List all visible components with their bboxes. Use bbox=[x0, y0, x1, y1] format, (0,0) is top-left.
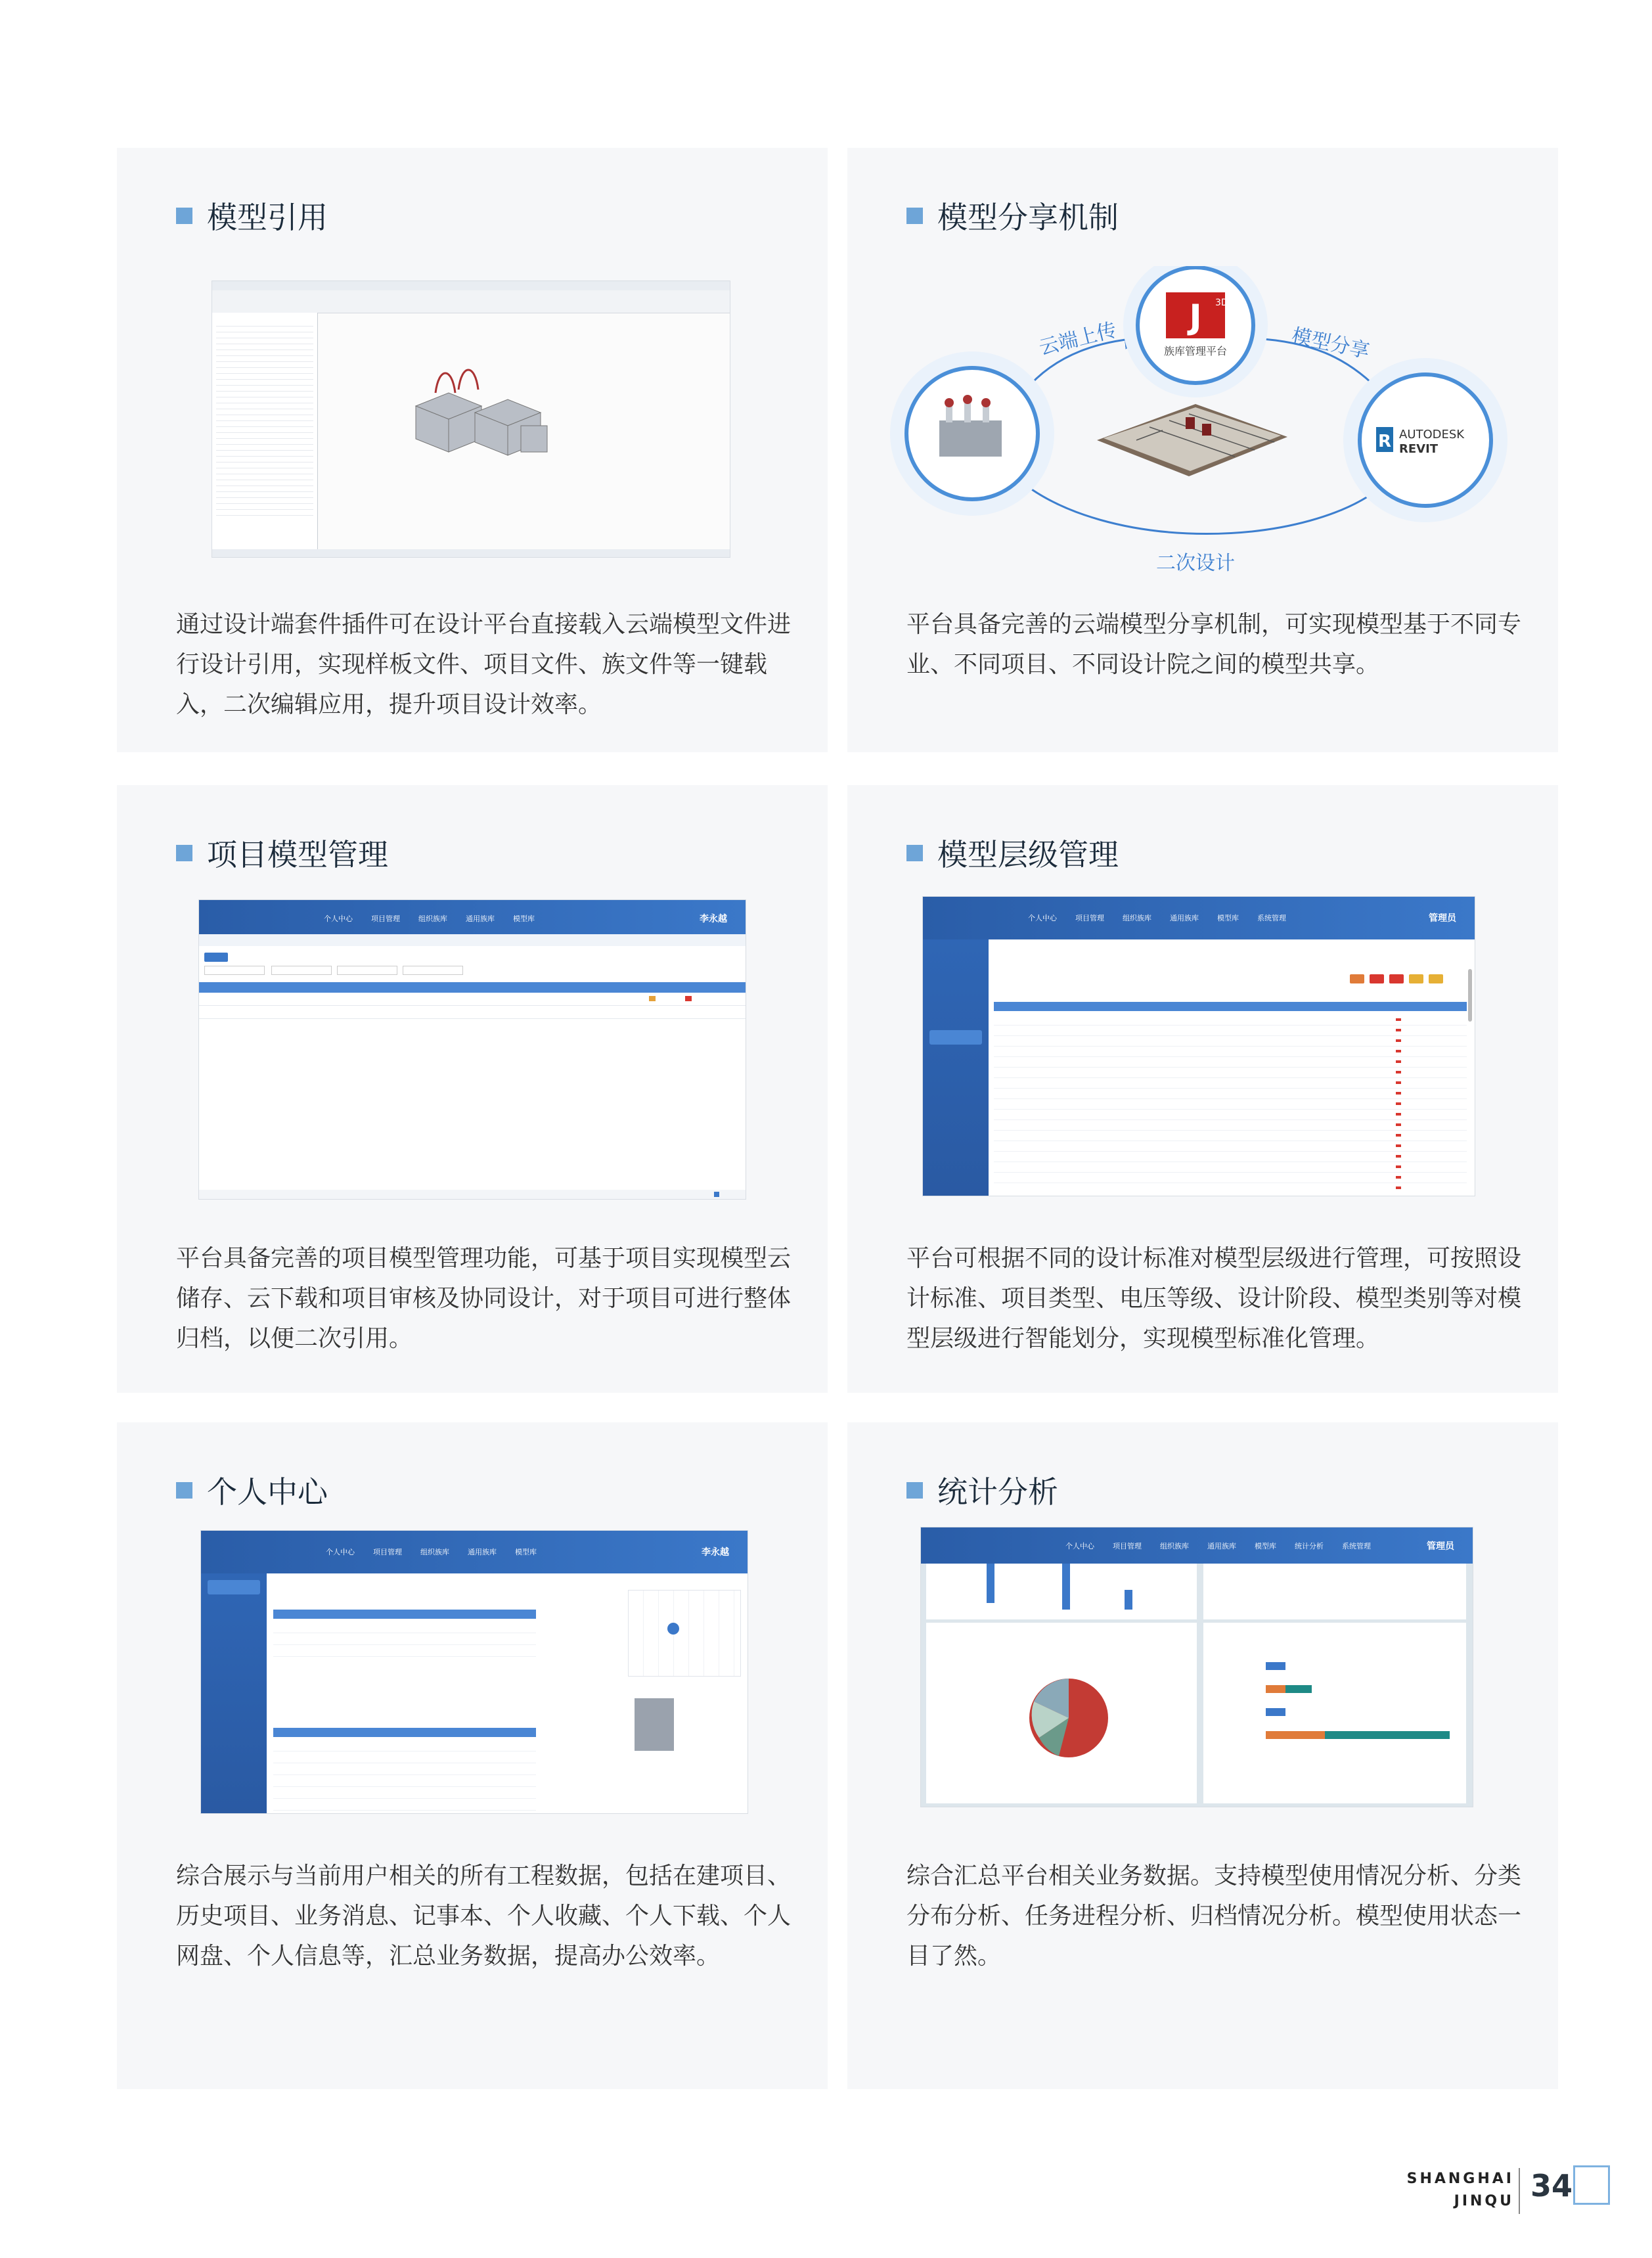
project-management-screenshot: 个人中心 项目管理 组织族库 通用族库 模型库 李永越 bbox=[199, 900, 746, 1199]
bullet-square bbox=[906, 845, 923, 861]
card-project-model-management bbox=[117, 785, 828, 1393]
section-title-text: 项目模型管理 bbox=[207, 837, 388, 872]
section-title bbox=[176, 831, 388, 874]
section-description: 通过设计端套件插件可在设计平台直接载入云端模型文件进行设计引用，实现样板文件、项目文件、族文件等一键载入，二次编辑应用，提升项目设计效率。 bbox=[176, 611, 792, 718]
bullet-square bbox=[176, 208, 192, 224]
revit-label: REVIT bbox=[1399, 442, 1439, 456]
user-name: 李永越 bbox=[700, 914, 727, 924]
bullet-square bbox=[176, 1482, 192, 1499]
section-title bbox=[906, 1468, 1058, 1512]
statistics-screenshot: 个人中心 项目管理 组织族库 通用族库 模型库 统计分析 系统管理 管理员 bbox=[921, 1527, 1473, 1807]
revit-screenshot bbox=[212, 281, 730, 557]
autodesk-label: AUTODESK bbox=[1399, 428, 1465, 441]
user-name: 管理员 bbox=[1427, 1541, 1454, 1552]
card-model-sharing bbox=[847, 148, 1558, 752]
center-logo-caption: 族库管理平台 bbox=[1163, 345, 1228, 357]
footer-line2: JINQU bbox=[1454, 2193, 1514, 2209]
library-platform-logo bbox=[1166, 292, 1228, 338]
user-name: 李永越 bbox=[702, 1547, 729, 1558]
redesign-label: 二次设计 bbox=[1156, 552, 1235, 575]
personal-center-screenshot: 个人中心 项目管理 组织族库 通用族库 模型库 李永越 bbox=[201, 1531, 748, 1813]
section-description: 平台具备完善的项目模型管理功能，可基于项目实现模型云储存、云下载和项目审核及协同设计，对于项目可进行整体归档，以便二次引用。 bbox=[176, 1245, 792, 1352]
substation-plan-model bbox=[1097, 404, 1287, 476]
page-decor-square bbox=[1573, 2165, 1610, 2205]
revit-logo bbox=[1376, 427, 1393, 452]
user-name: 管理员 bbox=[1429, 913, 1456, 924]
pie-chart bbox=[1026, 1675, 1111, 1761]
card-personal-center bbox=[117, 1422, 828, 2089]
svg-text:J: J bbox=[1189, 298, 1202, 337]
substation-3d-model bbox=[403, 353, 573, 465]
section-title-text: 模型引用 bbox=[207, 200, 328, 235]
section-title-text: 模型分享机制 bbox=[937, 200, 1119, 235]
section-description: 综合展示与当前用户相关的所有工程数据，包括在建项目、历史项目、业务消息、记事本、个人收藏、个人下载、个人网盘、个人信息等，汇总业务数据，提高办公效率。 bbox=[176, 1863, 792, 1970]
section-title-text: 个人中心 bbox=[207, 1474, 328, 1510]
section-description: 综合汇总平台相关业务数据。支持模型使用情况分析、分类分布分析、任务进程分析、归档情况分析。模型使用状态一目了然。 bbox=[906, 1863, 1522, 1970]
share-label: 模型分享 bbox=[1289, 324, 1372, 363]
svg-text:R: R bbox=[1377, 432, 1392, 451]
page-number: 34 bbox=[1530, 2168, 1573, 2203]
footer-line1: SHANGHAI bbox=[1406, 2171, 1514, 2187]
section-title bbox=[176, 1468, 328, 1512]
section-title-text: 模型层级管理 bbox=[937, 837, 1119, 872]
section-title-text: 统计分析 bbox=[937, 1474, 1058, 1510]
bullet-square bbox=[906, 1482, 923, 1499]
footer-divider bbox=[1519, 2168, 1520, 2214]
bullet-square bbox=[906, 208, 923, 224]
section-title bbox=[906, 831, 1119, 874]
sharing-cycle-diagram bbox=[887, 266, 1517, 581]
card-model-reference bbox=[117, 148, 828, 752]
section-description: 平台具备完善的云端模型分享机制，可实现模型基于不同专业、不同项目、不同设计院之间的模型共享。 bbox=[906, 611, 1522, 678]
hierarchy-screenshot: 个人中心 项目管理 组织族库 通用族库 模型库 系统管理 管理员 bbox=[923, 897, 1475, 1196]
bullet-square bbox=[176, 845, 192, 861]
section-description: 平台可根据不同的设计标准对模型层级进行管理，可按照设计标准、项目类型、电压等级、设计阶段、模型类别等对模型层级进行智能划分，实现模型标准化管理。 bbox=[906, 1245, 1522, 1352]
card-model-hierarchy bbox=[847, 785, 1558, 1393]
section-title bbox=[176, 194, 328, 237]
card-statistics bbox=[847, 1422, 1558, 2089]
svg-text:3D: 3D bbox=[1215, 298, 1228, 308]
footer-brand bbox=[1407, 2168, 1514, 2213]
upload-label: 云端上传 bbox=[1037, 318, 1119, 360]
section-title bbox=[906, 194, 1119, 237]
